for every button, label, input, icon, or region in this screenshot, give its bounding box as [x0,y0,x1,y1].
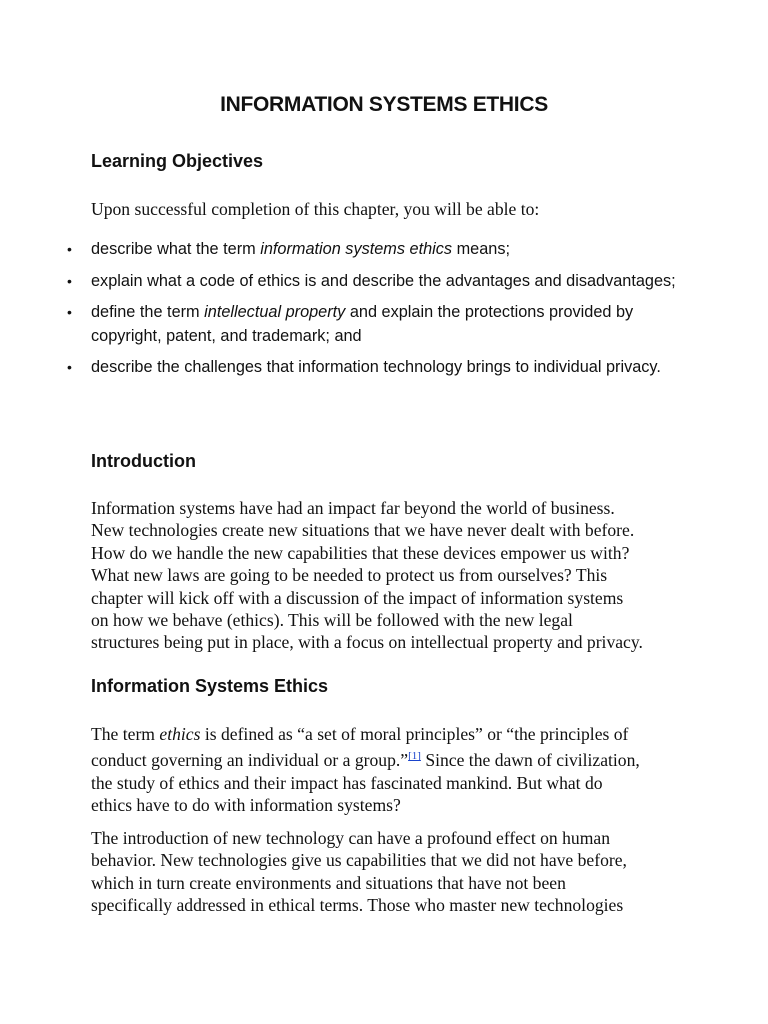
objective-item: • describe the challenges that information technology brings to individual privacy. [91,356,681,380]
introduction-line: Information systems have had an impact far beyond the world of business. [91,498,615,518]
introduction-line: What new laws are going to be needed to protect us from ourselves? This [91,565,608,586]
is-ethics-line: conduct governing an individual or a group.”[1] Since the dawn of civilization, [91,750,640,771]
introduction-line: How do we handle the new capabilities that these devices empower us with? [91,542,630,563]
is-ethics-line: The term ethics is defined as “a set of moral principles” or “the principles of [91,724,629,744]
is-ethics-line: the study of ethics and their impact has fascinated mankind. But what do [91,772,603,793]
introduction-line: on how we behave (ethics). This will be followed with the new legal [91,610,573,631]
footnote-link[interactable]: [1] [408,750,421,763]
document-title: INFORMATION SYSTEMS ETHICS [220,93,548,116]
introduction-line: New technologies create new situations that we have never dealt with before. [91,520,635,541]
objective-item: • define the term intellectual property and explain the protections provided by copyright, patent, and trademark; and [91,301,681,348]
introduction-line: chapter will kick off with a discussion of the impact of information systems [91,587,624,608]
is-ethics-line: ethics have to do with information systems? [91,795,401,816]
objective-item: • describe what the term information systems ethics means; [91,238,681,262]
learning-objectives-heading: Learning Objectives [91,151,264,171]
is-ethics-line: The introduction of new technology can have a profound effect on human [91,828,611,848]
is-ethics-line: behavior. New technologies give us capabilities that we did not have before, [91,850,627,871]
introduction-heading: Introduction [91,451,196,471]
is-ethics-line: which in turn create environments and situations that have not been [91,872,566,893]
objectives-intro: Upon successful completion of this chapter, you will be able to: [91,199,540,219]
introduction-line: structures being put in place, with a focus on intellectual property and privacy. [91,632,643,653]
is-ethics-paragraph-2 [91,827,691,917]
objectives-list [91,238,681,388]
is-ethics-paragraph-1 [91,723,691,816]
is-ethics-line: specifically addressed in ethical terms. Those who master new technologies [91,895,624,916]
is-ethics-heading: Information Systems Ethics [91,676,329,696]
introduction-paragraph [91,497,691,654]
objective-item: • explain what a code of ethics is and describe the advantages and disadvantages; [91,270,681,294]
